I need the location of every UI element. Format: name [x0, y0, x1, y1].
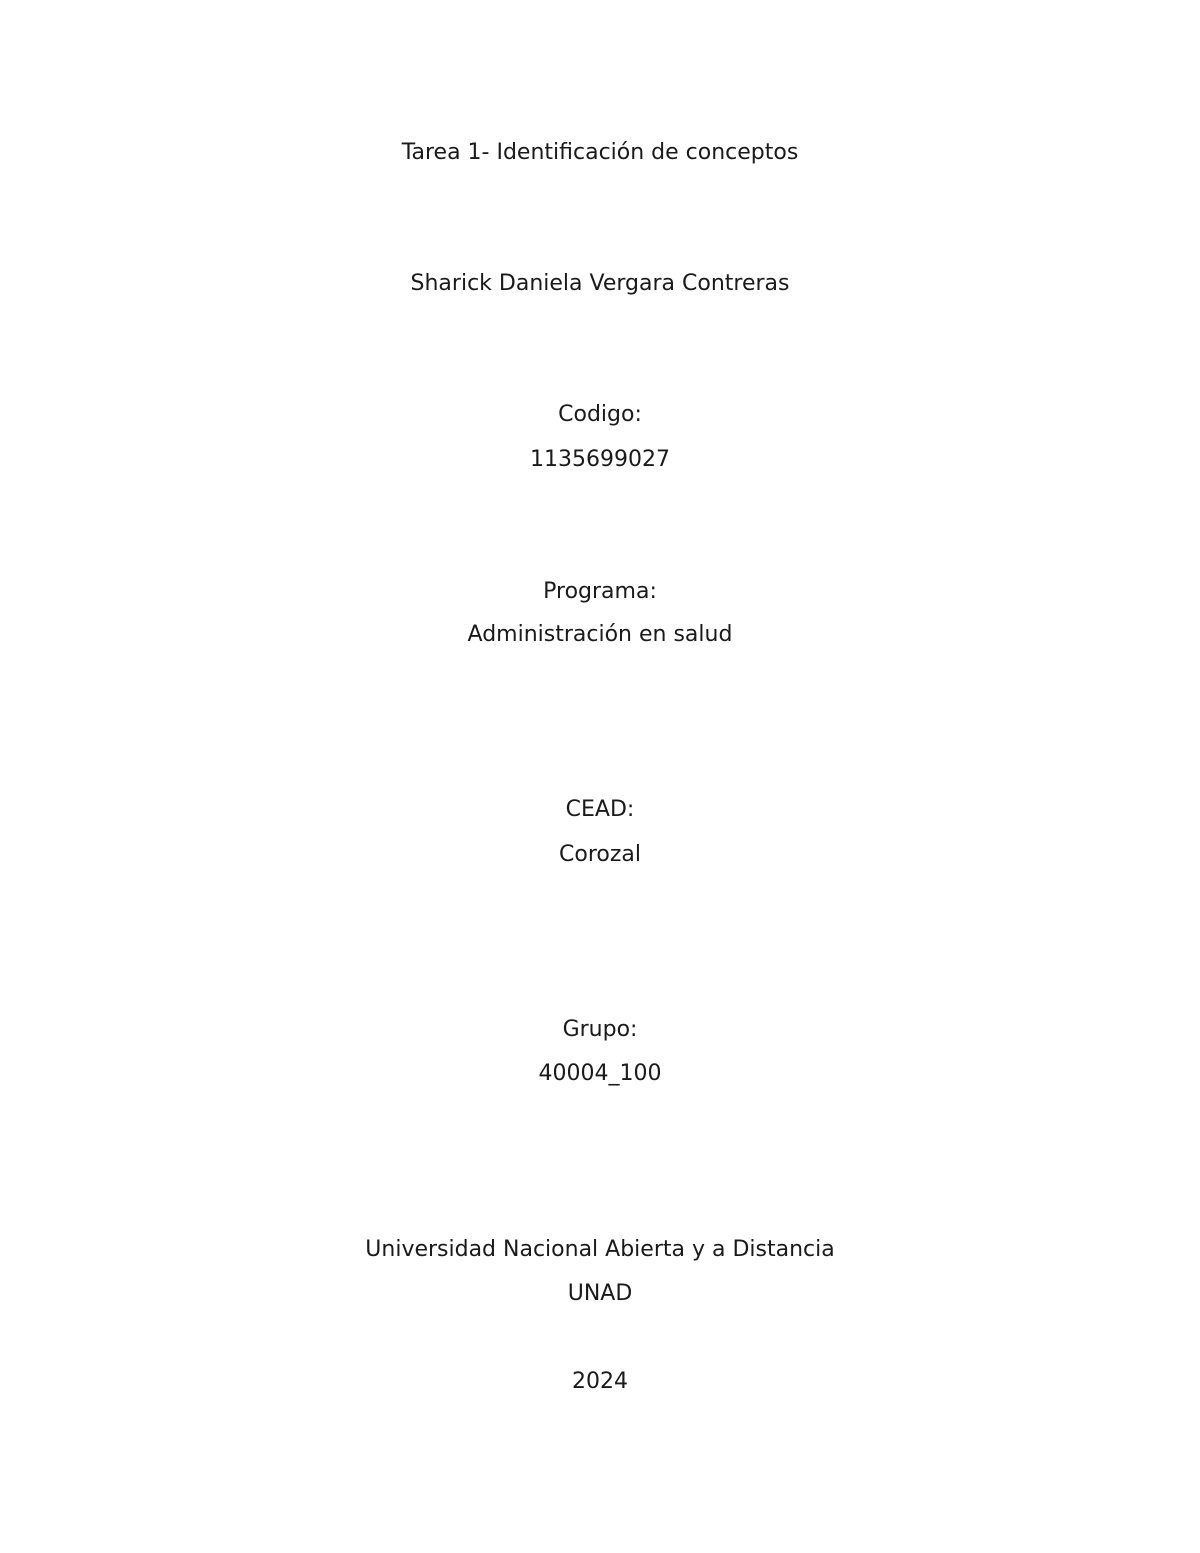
document-title: Tarea 1- Identificación de conceptos: [401, 140, 799, 165]
programa-value: Administración en salud: [467, 622, 733, 647]
university-acronym: UNAD: [567, 1281, 633, 1306]
grupo-value: 40004_100: [538, 1061, 662, 1086]
university-name: Universidad Nacional Abierta y a Distancia: [365, 1237, 835, 1262]
codigo-value: 1135699027: [530, 447, 670, 472]
cead-label: CEAD:: [565, 797, 635, 822]
cead-value: Corozal: [559, 842, 641, 867]
author-name: Sharick Daniela Vergara Contreras: [410, 271, 790, 296]
grupo-label: Grupo:: [562, 1017, 638, 1042]
programa-label: Programa:: [543, 579, 657, 604]
year: 2024: [572, 1369, 628, 1394]
codigo-label: Codigo:: [558, 402, 642, 427]
